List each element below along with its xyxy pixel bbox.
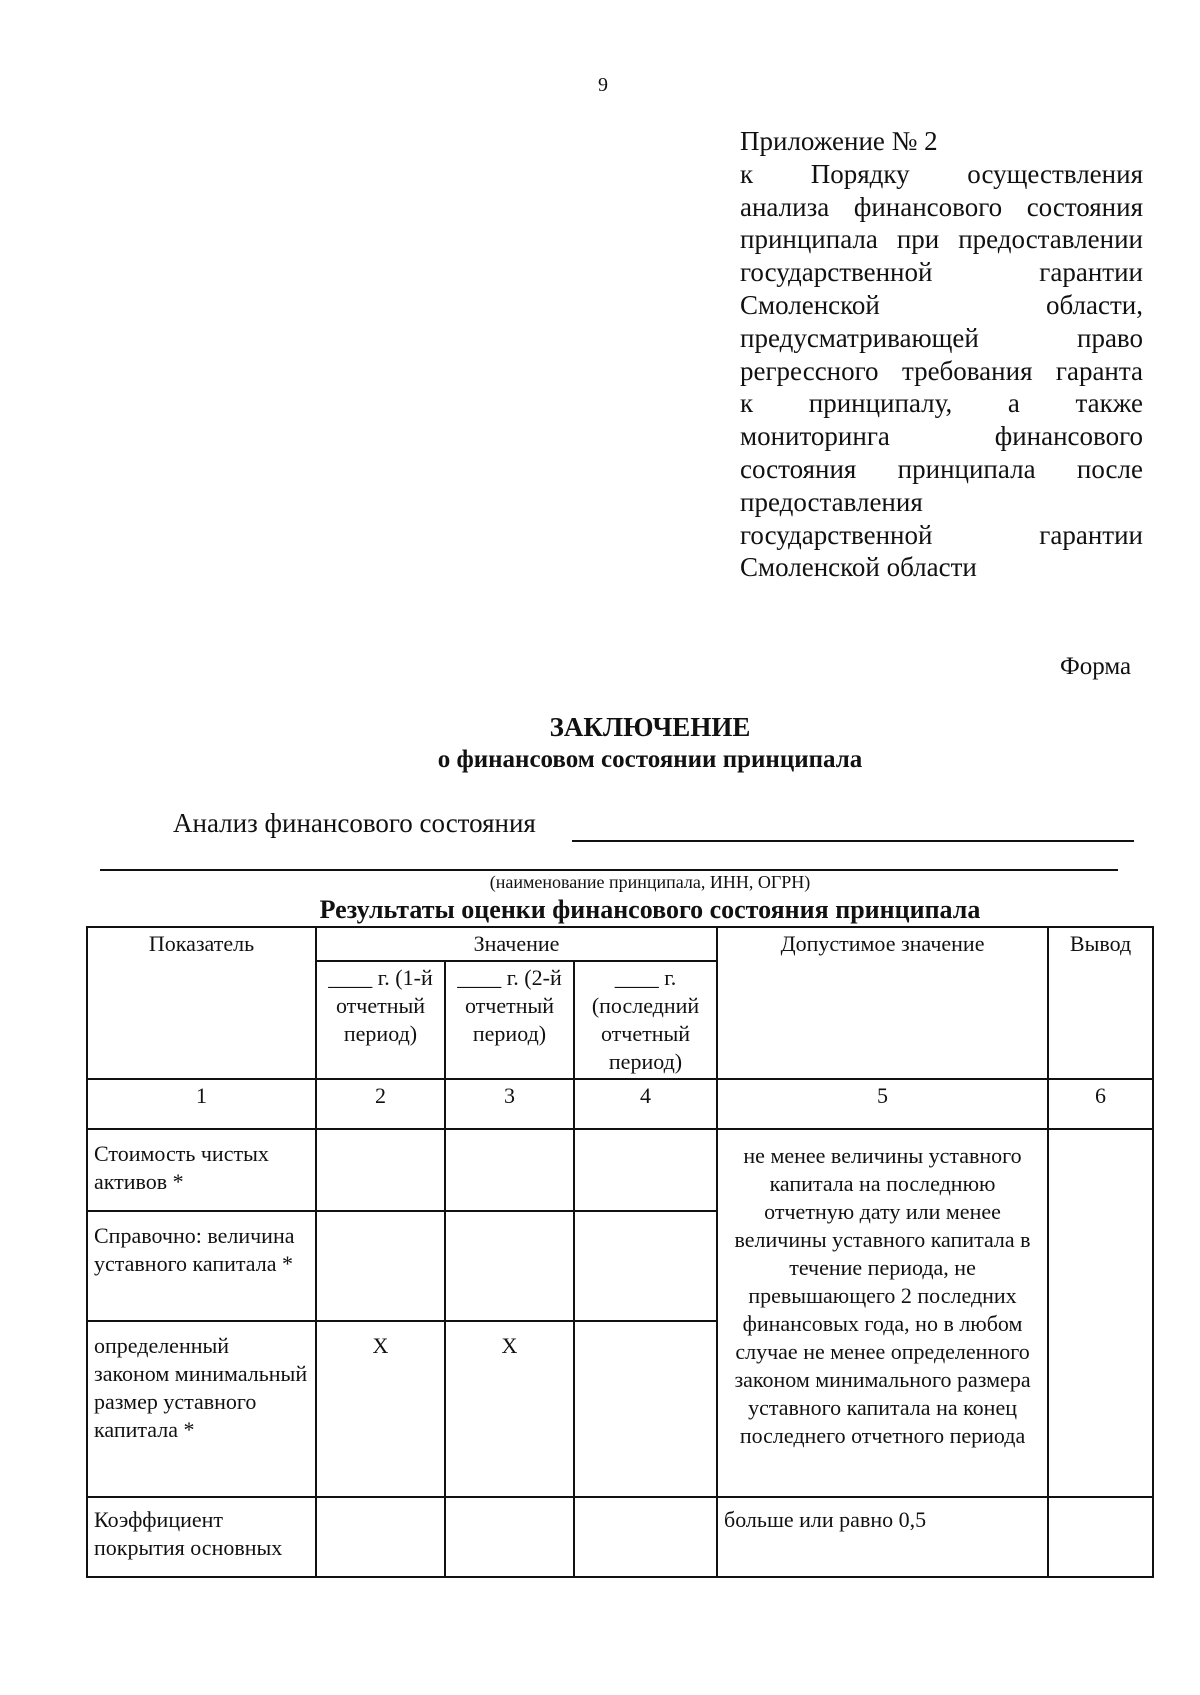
document-subtitle: о финансовом состоянии принципала [437,746,863,773]
header-conclusion: Вывод [1048,927,1153,1079]
conclusion-cell[interactable] [1048,1129,1153,1497]
header-allowed: Допустимое значение [717,927,1048,1079]
annex-line: к Порядку осуществления [740,158,1143,189]
annex-line: принципала при предоставлении [740,224,1143,255]
analysis-label: Анализ финансового состояния [173,808,536,838]
annex-line: Приложение № 2 [740,126,938,156]
allowed-value: больше или равно 0,5 [717,1497,1048,1577]
row-indicator: определенный законом минимальный размер уставного капитала * [87,1321,316,1497]
name-caption: (наименование принципала, ИНН, ОГРН) [489,872,811,892]
column-number: 4 [574,1079,717,1129]
value-cell[interactable] [445,1211,574,1321]
conclusion-cell[interactable] [1048,1497,1153,1577]
header-indicator: Показатель [87,927,316,1079]
header-period-2: ____ г. (2-й отчетный период) [445,961,574,1079]
row-indicator: Справочно: величина уставного капитала * [87,1211,316,1321]
annex-line: к принципалу, а также [740,388,1143,419]
annex-line: мониторинга финансового [740,421,1143,452]
column-number: 2 [316,1079,445,1129]
annex-block [740,125,1143,584]
column-number: 1 [87,1079,316,1129]
annex-line: государственной гарантии [740,519,1143,550]
value-cell[interactable] [574,1129,717,1211]
annex-line: регрессного требования гаранта [740,355,1143,386]
column-number: 6 [1048,1079,1153,1129]
row-indicator: Коэффициент покрытия основных [87,1497,316,1577]
form-label: Форма [1060,653,1132,680]
annex-line: состояния принципала после [740,453,1143,484]
table-row [87,1129,1153,1211]
column-number: 3 [445,1079,574,1129]
results-table [86,926,1154,1578]
results-title: Результаты оценки финансового состояния принципала [319,895,981,924]
value-cell[interactable] [445,1497,574,1577]
value-cell: X [316,1321,445,1497]
value-cell: X [445,1321,574,1497]
value-cell[interactable] [445,1129,574,1211]
annex-line: предоставления [740,486,923,517]
row-indicator: Стоимость чистых активов * [87,1129,316,1211]
document-title: ЗАКЛЮЧЕНИЕ [549,712,751,742]
value-cell[interactable] [316,1211,445,1321]
annex-line: анализа финансового состояния [740,191,1143,222]
value-cell[interactable] [574,1321,717,1497]
annex-line: предусматривающей право [740,322,1143,353]
header-period-1: ____ г. (1-й отчетный период) [316,961,445,1079]
annex-line: Смоленской области [740,552,977,583]
annex-line: Смоленской области, [740,289,1143,320]
principal-name-line-2[interactable] [100,869,1118,871]
principal-name-line[interactable] [572,840,1134,842]
allowed-value-merged: не менее величины уставного капитала на последнюю отчетную дату или менее величины уставного капитала в течение периода, не превышающего 2 последних финансовых года, но в любом случае не менее определенного законом минимального размера уставного капитала на конец последнего отчетного периода [717,1129,1048,1497]
value-cell[interactable] [574,1211,717,1321]
column-number: 5 [717,1079,1048,1129]
header-period-3: ____ г. (последний отчетный период) [574,961,717,1079]
value-cell[interactable] [316,1497,445,1577]
header-value: Значение [316,927,717,961]
table-row [87,1497,1153,1577]
value-cell[interactable] [316,1129,445,1211]
page-number: 9 [598,74,608,96]
annex-line: государственной гарантии [740,257,1143,288]
value-cell[interactable] [574,1497,717,1577]
